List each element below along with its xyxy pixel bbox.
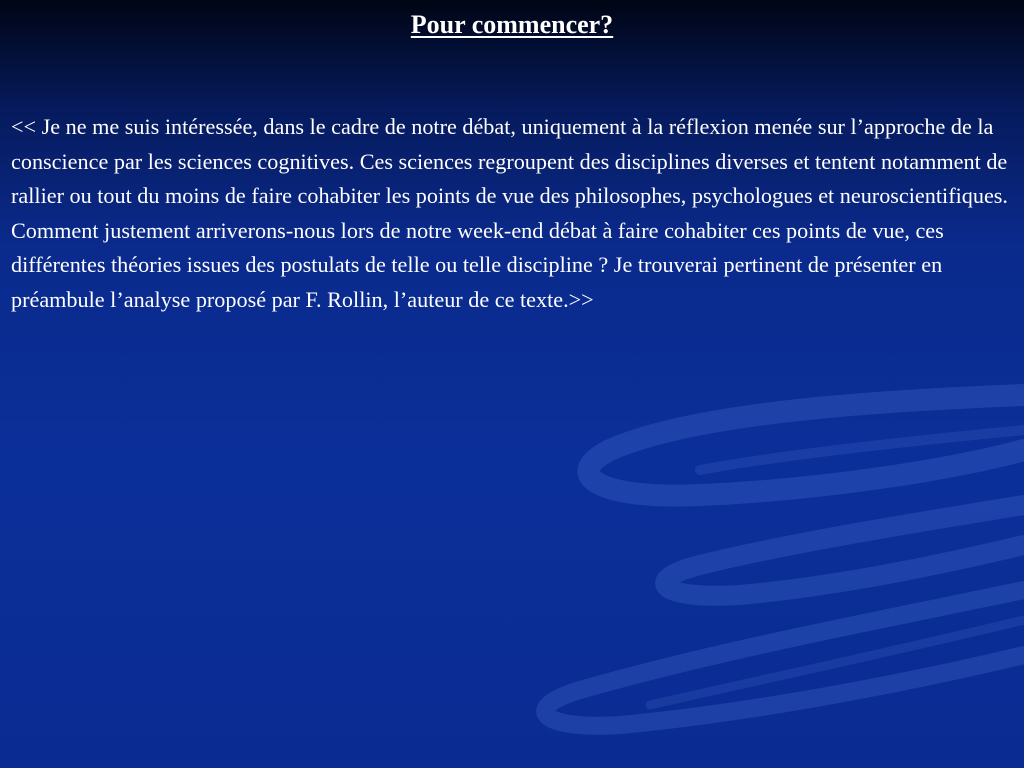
body-paragraph: << Je ne me suis intéressée, dans le cadre de notre débat, uniquement à la réflexion menée sur l’approche de la conscience par les sciences cognitives. Ces sciences regroupent des disciplines diverses et tentent notamment de rallier ou tout du moins de faire cohabiter les points de vue des philosophes, psychologues et neuroscientifiques.	[11, 114, 1008, 208]
slide-body	[11, 110, 1017, 317]
body-paragraph: Comment justement arriverons-nous lors de notre week-end débat à faire cohabiter ces points de vue, ces différentes théories issues des postulats de telle ou telle discipline ? Je trouverai pertinent de présenter en préambule l’analyse proposé par F. Rollin, l’auteur de ce texte.>>	[11, 217, 944, 312]
swoosh-curve-1	[588, 395, 1024, 496]
swoosh-curve-4	[700, 430, 1024, 470]
slide-title: Pour commencer?	[410, 10, 614, 39]
swoosh-curve-2	[665, 505, 1024, 596]
swoosh-curve-5	[650, 620, 1024, 705]
swoosh-curve-3	[545, 590, 1024, 726]
